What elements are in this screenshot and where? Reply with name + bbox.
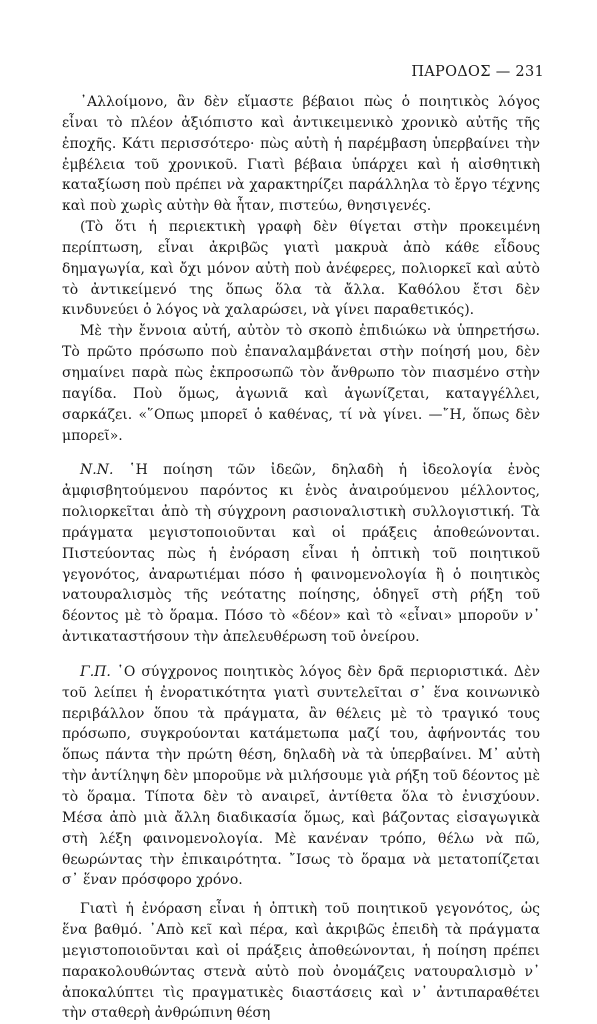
dialogue-paragraph-nn: Ν.Ν. ῾Η ποίηση τῶν ἰδεῶν, δηλαδὴ ἡ ἰδεολογία ἑνὸς ἀμφισβητούμενου παρόντος κι ἑνὸς ἀναιρούμενου μέλλοντος, πολιορκεῖται ἀπὸ τὴ σύγχρονη ρασιοναλιστικὴ συλλογιστική. Τὰ πράγματα μεγιστοποιοῦνται καὶ οἱ πράξεις ἀποθεώνονται. Πιστεύοντας πὼς ἡ ἐνόραση εἶναι ἡ ὀπτικὴ τοῦ ποιητικοῦ γεγονότος, ἀναρωτιέμαι πόσο ἡ φαινομενολογία ἢ ὁ ποιητικὸς νατουραλισμὸς τῆς νεότατης ποίησης, ὁδηγεῖ στὴ ρήξη τοῦ δέοντος μὲ τὸ ὅραμα. Πόσο τὸ «δέον» καὶ τὸ «εἶναι» μποροῦν ν᾿ ἀντικαταστήσουν τὴν ἀπελευθέρωση τοῦ ὀνείρου. xyxy=(62,462,540,646)
paragraph: (Τὸ ὅτι ἡ περιεκτικὴ γραφὴ δὲν θίγεται στὴν προκειμένη περίπτωση, εἶναι ἀκριβῶς γιατὶ μακρυὰ ἀπὸ κάθε εἶδους δημαγωγία, καὶ ὄχι μόνον αὐτὴ ποὺ ἀνέφερες, πολιορκεῖ καὶ αὐτὸ τὸ ἀντικείμενό της ὅπως ὅλα τὰ ἄλλα. Καθόλου ἔτσι δὲν κινδυνεύει ὁ λόγος νὰ χαλαρώσει, νὰ γίνει παραθετικός). xyxy=(62,219,540,319)
speaker-label: Γ.Π. xyxy=(80,663,111,680)
paragraph: Γιατὶ ἡ ἐνόραση εἶναι ἡ ὀπτικὴ τοῦ ποιητικοῦ γεγονότος, ὡς ἕνα βαθμό. ᾿Απὸ κεῖ καὶ πέρα, καὶ ἀκριβῶς ἐπειδὴ τὰ πράγματα μεγιστοποιοῦνται καὶ οἱ πράξεις ἀποθεώνονται, ἡ ποίηση πρέπει παρακολουθώντας στενὰ αὐτὸ ποὺ ὀνομάζεις νατουραλισμὸ ν᾿ ἀποκαλύπτει τὶς πραγματικὲς διαστάσεις καὶ ν᾿ ἀντιπαραθέτει τὴν σταθερὴ ἀνθρώπινη θέση xyxy=(62,901,540,1022)
running-header: ΠΑΡΟΔΟΣ — 231 xyxy=(411,64,544,80)
speaker-label: Ν.Ν. xyxy=(80,462,114,479)
paragraph: ᾿Αλλοίμονο, ἂν δὲν εἴμαστε βέβαιοι πὼς ὁ ποιητικὸς λόγος εἶναι τὸ πλέον ἀξιόπιστο καὶ ἀντικειμενικὸ χρονικὸ αὐτῆς τῆς ἐποχῆς. Κάτι περισσότερο· πὼς αὐτὴ ἡ παρέμβαση ὑπερβαίνει τὴν ἐμβέλεια τοῦ χρονικοῦ. Γιατὶ βέβαια ὑπάρχει καὶ ἡ αἰσθητικὴ καταξίωση ποὺ πρέπει νὰ χαρακτηρίζει παράλληλα τὸ ἔργο τέχνης καὶ ποὺ χωρὶς αὐτὴν θὰ ἦταν, πιστεύω, θνησιγενές. xyxy=(62,94,540,215)
page-body xyxy=(62,92,540,1024)
dialogue-paragraph-gp: Γ.Π. ῾Ο σύγχρονος ποιητικὸς λόγος δὲν δρᾶ περιοριστικά. Δὲν τοῦ λείπει ἡ ἐνορατικότητα γιατὶ συντελεῖται σ᾿ ἕνα κοινωνικὸ περιβάλλον ὅπου τὰ πράγματα, ἂν θέλεις μὲ τὸ τραγικό τους πρόσωπο, συγκρούονται κατάμετωπα μαζί του, ἀφήνοντάς του ὅπως πάντα τὴν πρώτη θέση, δηλαδὴ νὰ τὰ ὑπερβαίνει. Μ᾿ αὐτὴ τὴν ἀντίληψη δὲν μποροῦμε νὰ μιλήσουμε γιὰ ρήξη τοῦ δέοντος μὲ τὸ ὅραμα. Τίποτα δὲν τὸ αναιρεῖ, ἀντίθετα ὅλα τὸ ἐνισχύουν. Μέσα ἀπὸ μιὰ ἄλλη διαδικασία ὅμως, καὶ βάζοντας εἰσαγωγικὰ στὴ λέξη φαινομενολογία. Μὲ κανέναν τρόπο, θέλω νὰ πῶ, θεωρώντας τὴν ἐπικαιρότητα. ῎Ισως τὸ ὅραμα νὰ μετατοπίζεται σ᾿ ἕναν πρόσφορο χρόνο. xyxy=(62,663,541,889)
paragraph: Μὲ τὴν ἔννοια αὐτή, αὐτὸν τὸ σκοπὸ ἐπιδιώκω νὰ ὑπηρετήσω. Τὸ πρῶτο πρόσωπο ποὺ ἐπαναλαμβάνεται στὴν ποίησή μου, δὲν σημαίνει παρὰ πὼς ἐκπροσωπῶ τὸν ἄνθρωπο τὸν πιασμένο στὴν παγίδα. Ποὺ ὅμως, ἀγωνιᾶ καὶ ἀγωνίζεται, καταγγέλλει, σαρκάζει. «῞Οπως μπορεῖ ὁ καθένας, τί νὰ γίνει. —῎Η, ὅπως δὲν μπορεῖ». xyxy=(62,323,540,444)
